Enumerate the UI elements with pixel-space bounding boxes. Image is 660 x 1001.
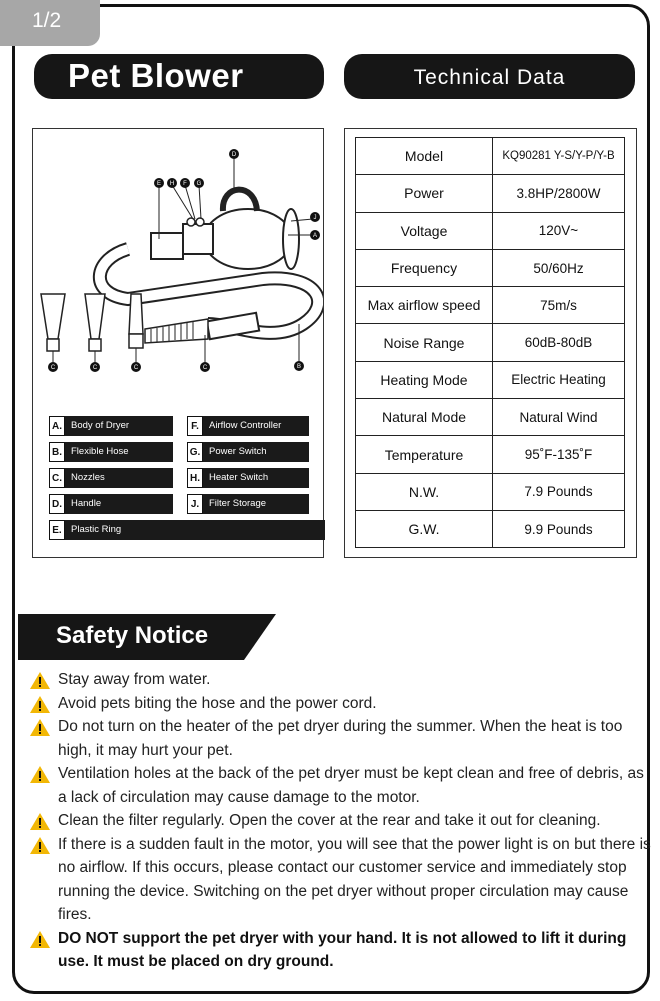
tech-data-title: Technical Data: [413, 66, 566, 89]
page-indicator: 1/2: [0, 0, 100, 46]
legend-item-g: G. Power Switch: [187, 442, 309, 462]
svg-text:D: D: [231, 152, 237, 158]
plastic-ring: [151, 233, 183, 259]
list-item: Avoid pets biting the hose and the power cord.: [26, 692, 656, 716]
title-banner: [34, 54, 324, 99]
table-row: Max airflow speed 75m/s: [356, 287, 625, 324]
svg-text:E: E: [156, 181, 162, 187]
safety-notice-banner: [18, 614, 276, 660]
warning-icon: [30, 931, 50, 948]
svg-text:A: A: [312, 233, 318, 239]
list-item: If there is a sudden fault in the motor, you will see that the power light is on but there is no airflow. If this occurs, please contact our customer service and immediately stop running the device. Switching on the pet dryer without proper circulation may cause fires.: [26, 833, 656, 927]
svg-text:C: C: [202, 365, 208, 371]
table-row: Voltage 120V~: [356, 212, 625, 249]
page-title: Pet Blower: [68, 57, 244, 94]
warning-icon: [30, 696, 50, 713]
table-row: G.W. 9.9 Pounds: [356, 510, 625, 547]
list-item: Clean the filter regularly. Open the cover at the rear and take it out for cleaning.: [26, 809, 656, 833]
technical-data-panel: [344, 128, 637, 558]
warning-icon: [30, 813, 50, 830]
dryer-body: [204, 209, 292, 269]
warning-icon: [30, 719, 50, 736]
svg-text:C: C: [50, 365, 56, 371]
svg-text:F: F: [183, 181, 187, 187]
safety-notice-list: [26, 668, 656, 974]
table-row: Frequency 50/60Hz: [356, 249, 625, 286]
list-item: Stay away from water.: [26, 668, 656, 692]
warning-icon: [30, 837, 50, 854]
table-row: Temperature 95˚F-135˚F: [356, 436, 625, 473]
list-item: DO NOT support the pet dryer with your hand. It is not allowed to lift it during use. It must be placed on dry ground.: [26, 927, 656, 974]
nozzle-1: [41, 294, 65, 339]
svg-text:B: B: [296, 364, 302, 370]
pet-blower-illustration: [33, 129, 323, 557]
legend-item-e: E. Plastic Ring: [49, 520, 325, 540]
list-item: Do not turn on the heater of the pet dryer during the summer. When the heat is too high, it may hurt your pet.: [26, 715, 656, 762]
nozzle-2: [85, 294, 105, 339]
legend-item-d: D. Handle: [49, 494, 173, 514]
legend-item-h: H. Heater Switch: [187, 468, 309, 488]
svg-text:H: H: [169, 181, 175, 187]
svg-text:J: J: [313, 215, 317, 221]
table-row: Natural Mode Natural Wind: [356, 399, 625, 436]
list-item: Ventilation holes at the back of the pet dryer must be kept clean and free of debris, as a lack of circulation may cause damage to the motor.: [26, 762, 656, 809]
table-row: Noise Range 60dB-80dB: [356, 324, 625, 361]
safety-notice-title: Safety Notice: [56, 622, 209, 649]
warning-icon: [30, 766, 50, 783]
legend-item-a: A. Body of Dryer: [49, 416, 173, 436]
tech-data-banner: [344, 54, 635, 99]
svg-text:C: C: [133, 365, 139, 371]
table-row: N.W. 7.9 Pounds: [356, 473, 625, 510]
svg-text:G: G: [196, 181, 202, 187]
legend-item-c: C. Nozzles: [49, 468, 173, 488]
product-diagram-panel: [32, 128, 324, 558]
specs-table: [355, 137, 625, 548]
legend-item-f: F. Airflow Controller: [187, 416, 309, 436]
table-row: Power 3.8HP/2800W: [356, 175, 625, 212]
legend-item-b: B. Flexible Hose: [49, 442, 173, 462]
nozzle-3: [129, 294, 143, 334]
table-row: Model KQ90281 Y-S/Y-P/Y-B: [356, 138, 625, 175]
svg-text:C: C: [92, 365, 98, 371]
dryer-handle: [223, 190, 257, 211]
warning-icon: [30, 672, 50, 689]
legend-item-j: J. Filter Storage: [187, 494, 309, 514]
table-row: Heating Mode Electric Heating: [356, 361, 625, 398]
